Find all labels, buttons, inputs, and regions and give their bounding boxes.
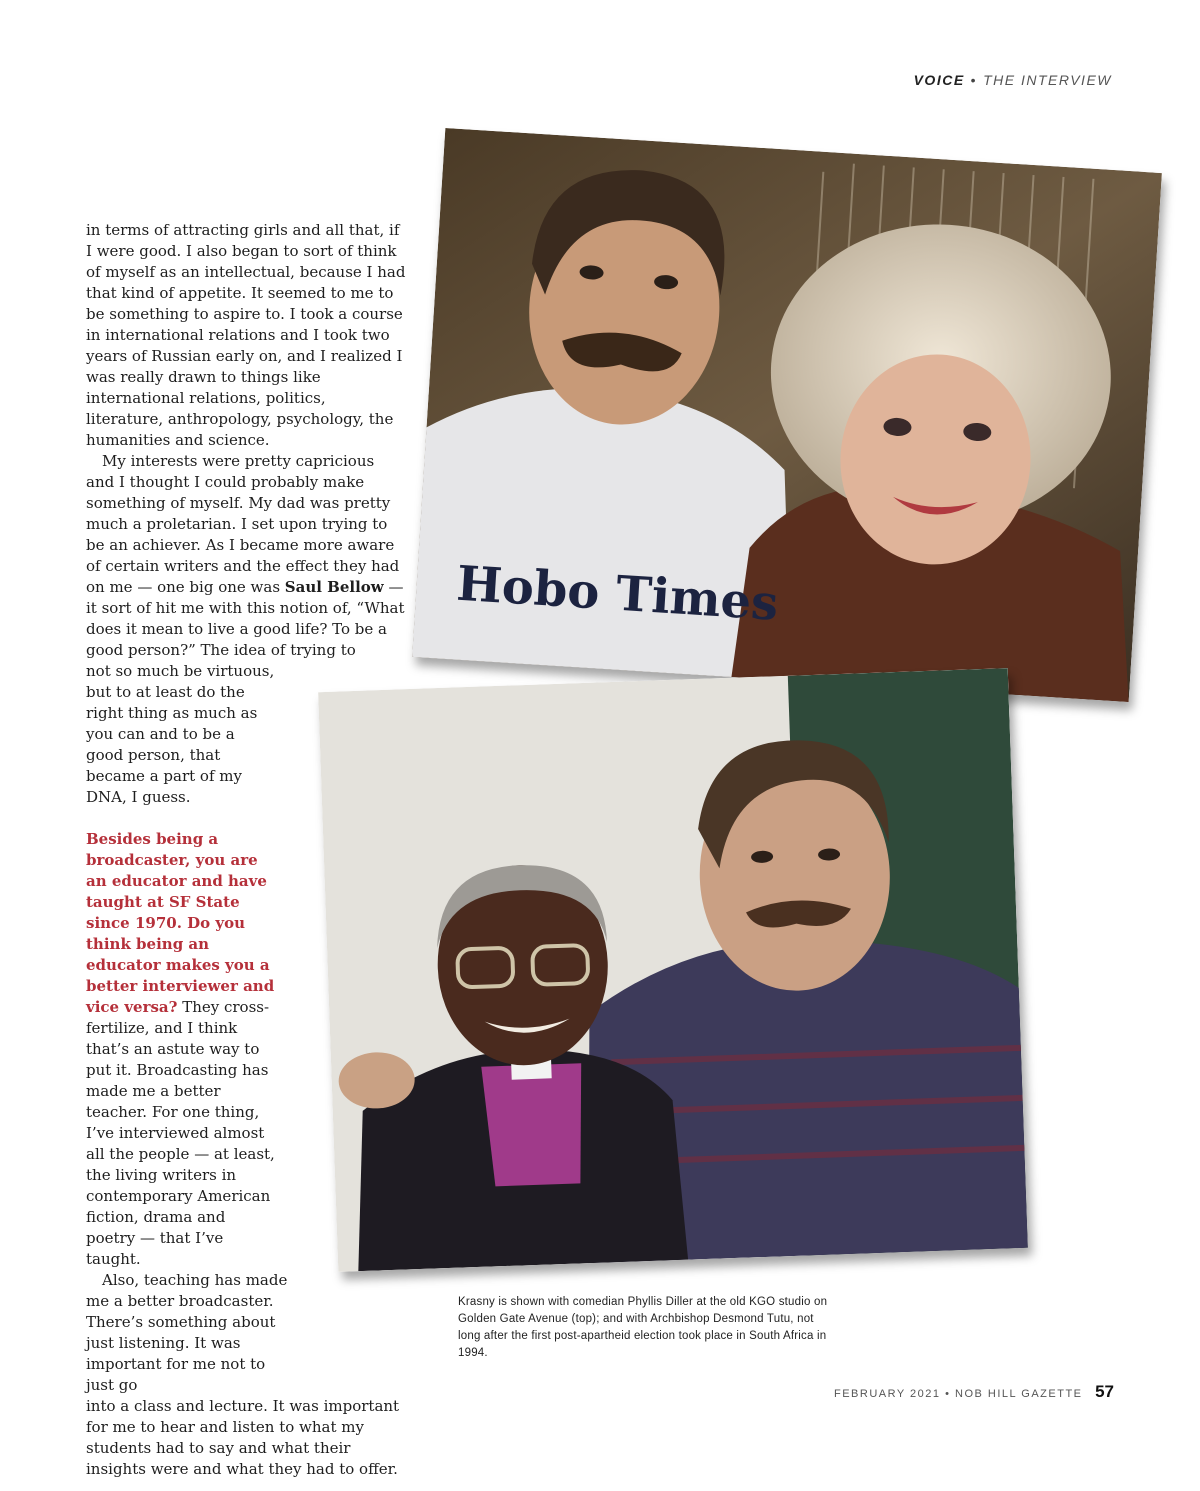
paragraph [86, 451, 406, 661]
photo-krasny-diller-image [412, 128, 1162, 702]
spacer [86, 808, 406, 829]
photo-krasny-tutu-image [318, 668, 1028, 1272]
bold-name: Saul Bellow [284, 578, 384, 596]
paragraph-text: — it sort of hit me with this notion of, “What does it mean to live a good life? To be a good person?” The idea of trying to [86, 578, 405, 659]
shirt-text: Hobo Times [455, 555, 780, 632]
paragraph: into a class and lecture. It was important for me to hear and listen to what my students had to say and what their insights were and what they had to offer. [86, 1397, 400, 1478]
paragraph-text: My interests were pretty capricious and I thought I could probably make something of myself. My dad was pretty much a proletarian. I set upon trying to be an achiever. As I became more aware of certain writers and the effect they had on me — one big one was [86, 452, 400, 596]
photo-krasny-diller [412, 128, 1162, 702]
footer-separator: • [945, 1388, 951, 1400]
article-body [86, 220, 406, 1480]
photo-krasny-tutu [318, 668, 1028, 1272]
paragraph: in terms of attracting girls and all that, if I were good. I also began to sort of think of myself as an intellectual, because I had that kind of appetite. It seemed to me to be something to aspire to. I took a course in international relations and I took two years of Russian early on, and I realized I was really drawn to things like international relations, politics, literature, anthropology, psychology, the humanities and science. [86, 221, 406, 449]
running-header [914, 72, 1112, 88]
subsection-label: THE INTERVIEW [983, 72, 1112, 88]
section-label: VOICE [913, 72, 965, 88]
qa-paragraph [86, 829, 276, 1270]
paragraph: Also, teaching has made me a better broadcaster. There’s something about just listening. It was important for me not to just go [86, 1271, 288, 1394]
page-footer [834, 1382, 1114, 1402]
issue-date: FEBRUARY 2021 [833, 1388, 941, 1400]
paragraph: not so much be virtuous, but to at least do the right thing as much as you can and to be a good person, that became a part of my DNA, I guess. [86, 662, 275, 806]
page-number: 57 [1095, 1382, 1114, 1401]
photo-caption: Krasny is shown with comedian Phyllis Diller at the old KGO studio on Golden Gate Avenue (top); and with Archbishop Desmond Tutu, not long after the first post-apartheid election took place in South Africa in 1994. [458, 1296, 828, 1359]
interview-question: Besides being a broadcaster, you are an educator and have taught at SF State since 1970. Do you think being an educator makes you a better interviewer and vice versa? [86, 830, 275, 1016]
header-separator: • [970, 72, 978, 88]
publication-name: NOB HILL GAZETTE [955, 1388, 1083, 1400]
interview-answer: They cross-fertilize, and I think that’s an astute way to put it. Broadcasting has made me a better teacher. For one thing, I’ve interviewed almost all the people — at least, the living writers in contemporary American fiction, drama and poetry — that I’ve taught. [86, 998, 275, 1268]
